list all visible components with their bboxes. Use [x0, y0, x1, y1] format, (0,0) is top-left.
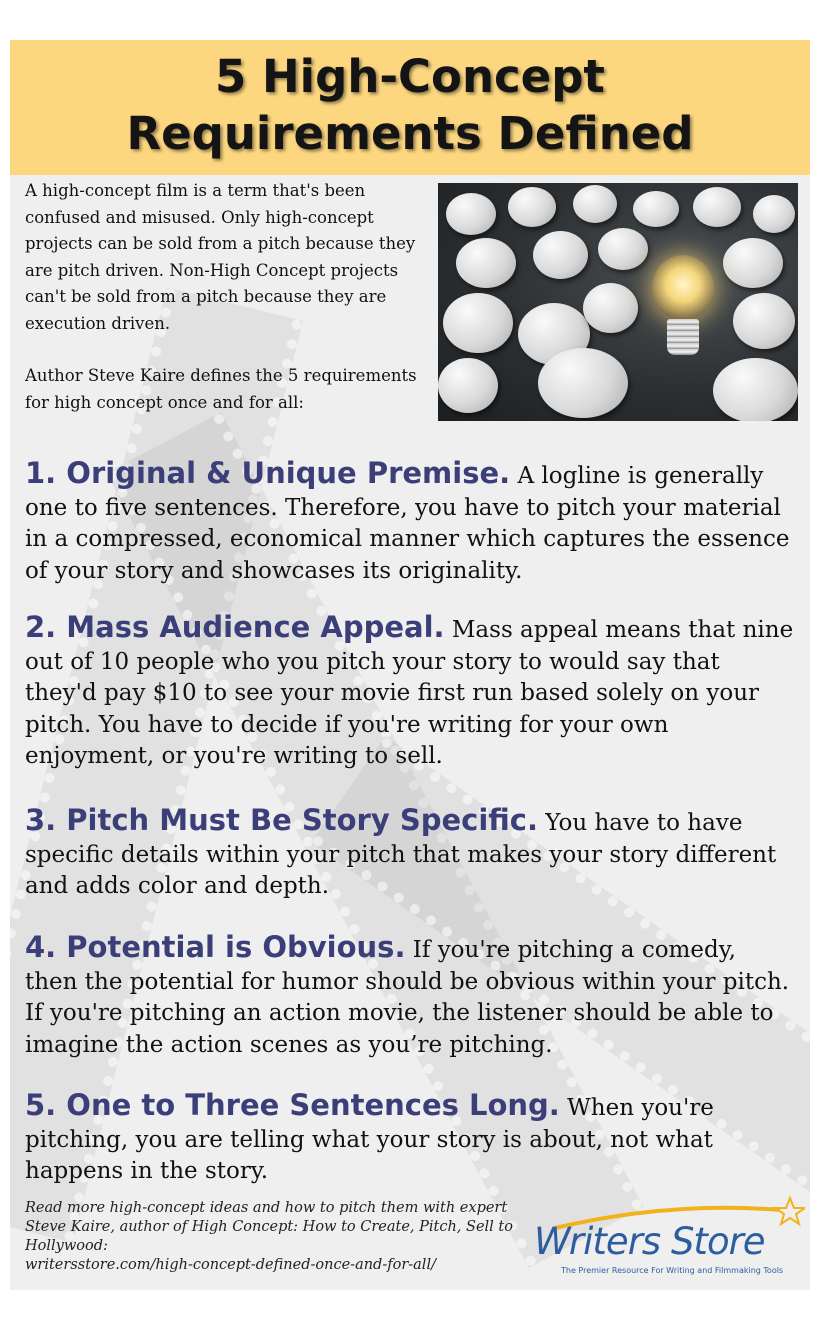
requirement-body: Mass appeal means that nine out of 10 people who you pitch your story to would say that they'd pay $10 to see your movie first run based solely on your pitch. You have to decide if you're writing for your own enjoyment, or you're writing to sell. [25, 617, 794, 769]
requirement-body: If you're pitching a comedy, then the potential for humor should be obvious within your pitch. If you're pitching an action movie, the listener should be able to imagine the action scenes as you’re pitching. [25, 937, 790, 1058]
requirement-heading: 4. Potential is Obvious. [25, 930, 406, 964]
requirement-item-5 [25, 1090, 795, 1188]
requirement-heading: 3. Pitch Must Be Story Specific. [25, 803, 538, 837]
requirement-heading: 2. Mass Audience Appeal. [25, 610, 445, 644]
requirement-item-2 [25, 612, 795, 773]
logo-tagline: The Premier Resource For Writing and Filmmaking Tools [561, 1266, 784, 1275]
writers-store-logo [530, 1196, 805, 1286]
footer-credit-text: Read more high-concept ideas and how to pitch them with expert Steve Kaire, author of High Concept: How to Create, Pitch, Sell to Hollywood: [25, 1200, 513, 1254]
lightbulb-crumpled-paper-image [438, 183, 798, 421]
requirement-body: A logline is generally one to five sentences. Therefore, you have to pitch your material in a compressed, economical manner which captures the essence of your story and showcases its originality. [25, 463, 790, 584]
requirement-item-3 [25, 805, 795, 903]
requirement-body: You have to have specific details within your pitch that makes your story different and adds color and depth. [25, 810, 777, 899]
page-title: 5 High-Concept Requirements Defined [126, 50, 694, 160]
intro-text [25, 178, 437, 442]
intro-paragraph: A high-concept film is a term that's been confused and misused. Only high-concept projects can be sold from a pitch because they are pitch driven. Non-High Concept projects can't be sold from a pitch because they are execution driven. [25, 181, 416, 333]
requirement-item-1 [25, 458, 795, 587]
footer-credit [25, 1199, 535, 1275]
title-banner [10, 40, 810, 175]
logo-wordmark: Writers Store [534, 1220, 765, 1263]
lightbulb-icon [652, 255, 714, 321]
footer-url-link[interactable]: writersstore.com/high-concept-defined-once-and-for-all/ [25, 1257, 436, 1273]
requirement-heading: 5. One to Three Sentences Long. [25, 1088, 560, 1122]
intro-paragraph: Author Steve Kaire defines the 5 requirements for high concept once and for all: [25, 366, 417, 412]
requirement-heading: 1. Original & Unique Premise. [25, 456, 511, 490]
requirement-body: When you're pitching, you are telling what your story is about, not what happens in the story. [25, 1095, 714, 1184]
requirement-item-4 [25, 932, 795, 1061]
